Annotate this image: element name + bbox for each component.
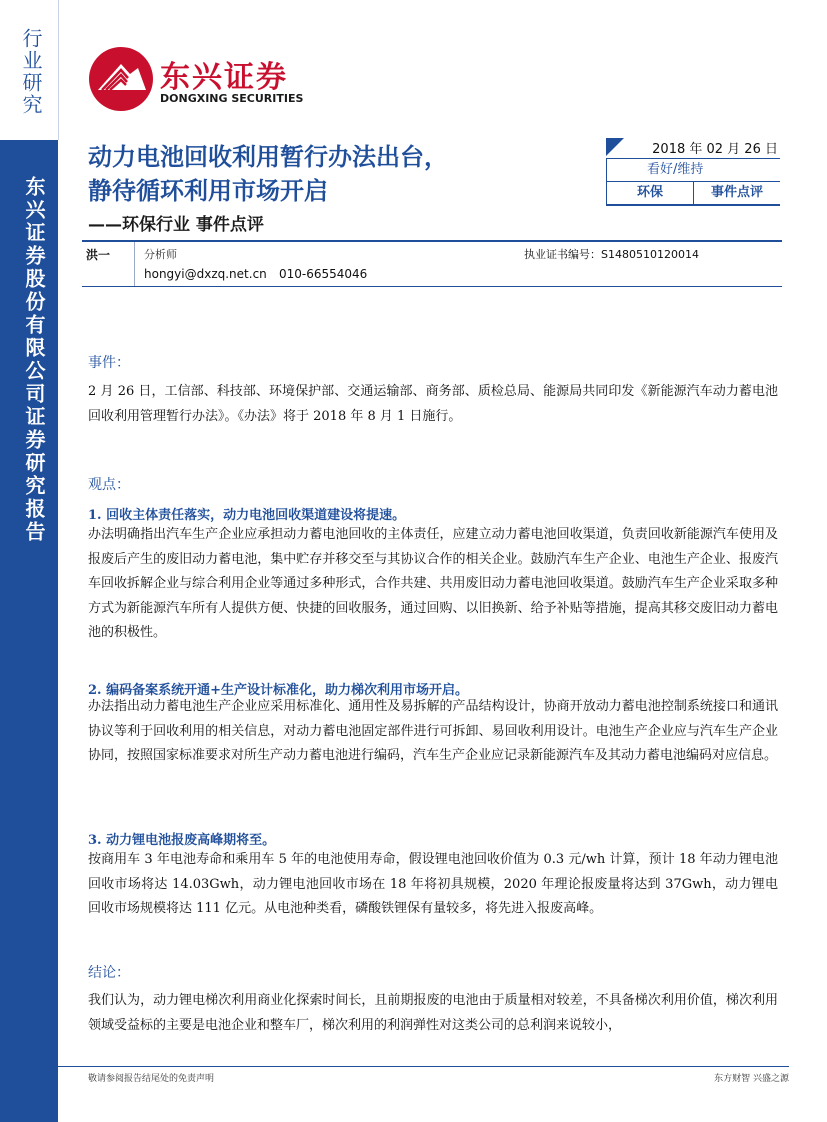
report-title-line2: 静待循环利用市场开启	[88, 177, 328, 205]
logo-name-cn: 东兴证券	[160, 60, 288, 95]
analyst-name: 洪一	[86, 248, 111, 262]
footer-disclaimer: 敬请参阅报告结尾处的免责声明	[88, 1074, 215, 1084]
analyst-phone: 010-66554046	[279, 267, 368, 281]
tags-row	[606, 182, 780, 206]
point2-heading: 2. 编码备案系统开通+生产设计标准化，助力梯次利用市场开启。	[88, 683, 468, 698]
analyst-email: hongyi@dxzq.net.cn	[144, 267, 267, 281]
point3-heading: 3. 动力锂电池报废高峰期将至。	[88, 833, 276, 848]
views-heading: 观点：	[88, 477, 130, 493]
point3-paragraph: 按商用车 3 年电池寿命和乘用车 5 年的电池使用寿命，假设锂电池回收价值为 0.3 元/wh 计算，预计 18 年动力锂电池回收市场将达 14.03Gwh，动力锂电池回收市场在 18 年将初具规模，2020 年理论报废量将达到 37Gwh，动力锂电回收市场规模将达 111 亿元。从电池种类看，磷酸铁锂保有量较多，将先进入报废高峰。	[88, 852, 778, 916]
point1-heading: 1. 回收主体责任落实，动力电池回收渠道建设将提速。	[88, 508, 406, 523]
corner-triangle-icon	[606, 138, 624, 156]
report-title	[88, 140, 448, 208]
conclusion-paragraph: 我们认为，动力锂电梯次利用商业化探索时间长，且前期报废的电池由于质量相对较差，不具备梯次利用价值，梯次利用领域受益标的主要是电池企业和整车厂，梯次利用的利润弹性对这类公司的总利润来说较小，	[88, 993, 778, 1033]
sidebar-company-label: 东兴证券股份有限公司证券研究报告	[22, 176, 46, 544]
divider	[134, 242, 135, 286]
report-date: 2018 年 02 月 26 日	[652, 142, 778, 157]
report-info-box	[606, 138, 780, 206]
point2-paragraph: 办法指出动力蓄电池生产企业应采用标准化、通用性及易拆解的产品结构设计，协商开放动力蓄电池控制系统接口和通讯协议等利于回收利用的相关信息，对动力蓄电池固定部件进行可拆卸、易回收利用设计。电池生产企业应与汽车生产企业协同，按照国家标准要求对所生产动力蓄电池进行编码，汽车生产企业应记录新能源汽车及其动力蓄电池编码对应信息。	[88, 699, 778, 763]
point1-paragraph: 办法明确指出汽车生产企业应承担动力蓄电池回收的主体责任，应建立动力蓄电池回收渠道，负责回收新能源汽车使用及报废后产生的废旧动力蓄电池，集中贮存并移交至与其协议合作的相关企业。鼓励汽车生产企业、电池生产企业、报废汽车回收拆解企业与综合利用企业等通过多种形式，合作共建、共用废旧动力蓄电池回收渠道。鼓励汽车生产企业采取多种方式为新能源汽车所有人提供方便、快捷的回收服务，通过回购、以旧换新、给予补贴等措施，提高其移交废旧动力蓄电池的积极性。	[88, 527, 778, 640]
rating-row	[606, 159, 780, 182]
sidebar-category	[0, 0, 59, 140]
logo-name-en: DONGXING SECURITIES	[160, 92, 304, 105]
dongxing-logo-icon	[88, 46, 154, 112]
event-paragraph: 2 月 26 日，工信部、科技部、环境保护部、交通运输部、商务部、质检总局、能源局共同印发《新能源汽车动力蓄电池回收利用管理暂行办法》。《办法》将于 2018 年 8 月 1 日施行。	[88, 384, 778, 424]
industry-tag: 环保	[636, 185, 663, 200]
footer-slogan: 东方财智 兴盛之源	[714, 1074, 789, 1084]
rating-label: 看好/维持	[647, 162, 704, 177]
analyst-cert-number: 执业证书编号：S1480510120014	[524, 248, 699, 261]
sidebar-company	[0, 140, 58, 1122]
event-heading: 事件：	[88, 355, 130, 371]
conclusion-heading: 结论：	[88, 965, 130, 981]
analyst-role: 分析师	[144, 248, 177, 261]
report-title-line1: 动力电池回收利用暂行办法出台，	[88, 143, 448, 171]
analyst-info	[82, 240, 782, 287]
sidebar-category-label: 行业研究	[19, 28, 43, 116]
page-footer	[58, 1066, 789, 1083]
report-type-tag: 事件点评	[693, 182, 780, 204]
report-subtitle: ——环保行业 事件点评	[88, 215, 264, 235]
report-date-row	[606, 138, 780, 159]
